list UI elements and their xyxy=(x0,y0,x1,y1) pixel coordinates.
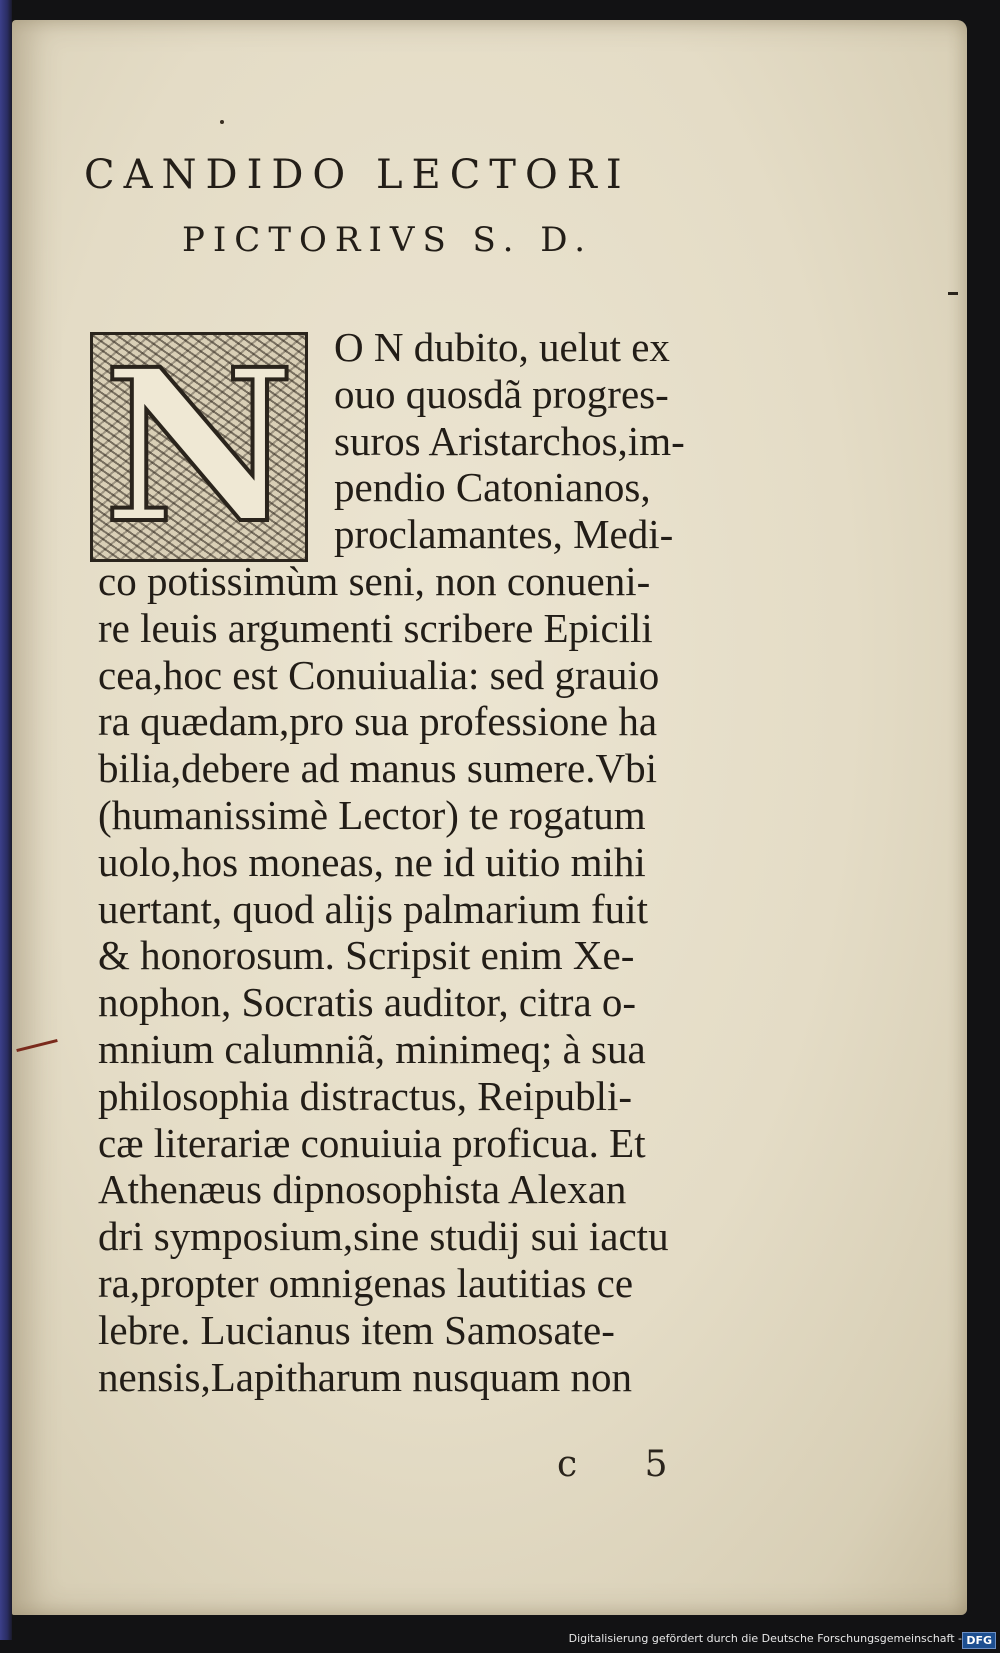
dfg-logo: DFG xyxy=(962,1632,996,1649)
decorated-initial-letter: N xyxy=(103,323,295,570)
book-spine-edge xyxy=(0,0,12,1640)
text-line: proclamantes, Medi- xyxy=(334,511,674,558)
text-line: O N dubito, uelut ex xyxy=(334,324,670,370)
text-line: cea,hoc est Conuiualia: sed grauio xyxy=(98,651,660,698)
heading-line-2: PICTORIVS S. D. xyxy=(182,220,594,260)
text-line: & honorosum. Scripsit enim Xe- xyxy=(98,932,635,979)
text-line: ra,propter omnigenas lautitias ce xyxy=(98,1259,634,1306)
text-line: mnium calumniã, minimeq; à sua xyxy=(98,1025,646,1072)
text-line: bilia,debere ad manus sumere.Vbi xyxy=(98,745,658,792)
body-text xyxy=(98,324,798,1400)
ink-speck xyxy=(220,120,224,124)
page-edge-mark xyxy=(948,292,958,295)
text-line: philosophia distractus, Reipubli- xyxy=(98,1072,633,1119)
signature-mark: c 5 xyxy=(557,1444,696,1485)
book-page xyxy=(12,20,967,1615)
text-line: ouo quosdã progres- xyxy=(334,370,669,417)
heading-line-1: CANDIDO LECTORI xyxy=(84,152,631,198)
text-line: uertant, quod alijs palmarium fuit xyxy=(98,885,648,932)
text-line: dri symposium,sine studij sui iactu xyxy=(98,1213,669,1260)
text-line: lebre. Lucianus item Samosate- xyxy=(98,1306,615,1353)
text-line: co potissimùm seni, non conueni- xyxy=(98,557,651,604)
text-line: nensis,Lapitharum nusquam non xyxy=(98,1353,633,1400)
text-line: Athenæus dipnosophista Alexan xyxy=(98,1166,627,1213)
text-line: pendio Catonianos, xyxy=(334,464,651,511)
text-line: re leuis argumenti scribere Epicili xyxy=(98,604,653,651)
text-line: (humanissimè Lector) te rogatum xyxy=(98,791,646,838)
text-line: uolo,hos moneas, ne id uitio mihi xyxy=(98,838,646,885)
digitization-credit: Digitalisierung gefördert durch die Deutsche Forschungsgemeinschaft - xyxy=(568,1632,962,1645)
text-line: cæ literariæ conuiuia proficua. Et xyxy=(98,1119,646,1166)
text-line: nophon, Socratis auditor, citra o- xyxy=(98,979,637,1026)
text-line: suros Aristarchos,im- xyxy=(334,417,685,464)
margin-pencil-mark xyxy=(16,1039,57,1052)
text-line: ra quædam,pro sua professione ha xyxy=(98,698,658,745)
